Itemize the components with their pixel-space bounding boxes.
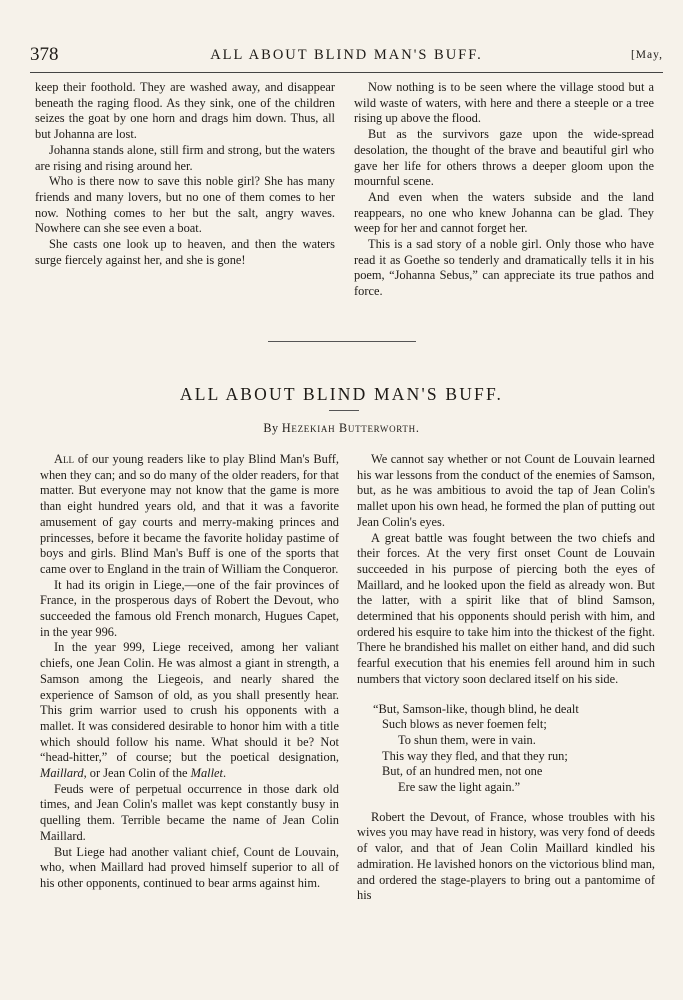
poem-line: To shun them, were in vain. (398, 732, 536, 747)
paragraph: All of our young readers like to play Blind Man's Buff, when they can; and so do many of the older readers, for that matter. But everyone may not know that the game is more than eight hundred years old, and that it was a favorite amusement of gay courts and merry-making princes and princesses, before it became the favorite holiday pastime of boys and girls. Blind Man's Buff is one of the sports that came over to England in the train of William the Conqueror. (40, 452, 339, 576)
byline-prefix: By (263, 421, 282, 435)
paragraph: It had its origin in Liege,—one of the fair provinces of France, in the prosperous days of Robert the Devout, who succeeded the famous old French monarch, Hugues Capet, in the year 996. (40, 577, 339, 639)
running-month: [May, (630, 49, 663, 61)
lead-caps: All (54, 452, 74, 466)
article-right-column (357, 452, 655, 904)
poem-line: Such blows as never foemen felt; (382, 717, 547, 732)
paragraph: But as the survivors gaze upon the wide-spread desolation, the thought of the brave and beautiful girl who gave her life for others throws a deeper gloom upon the mournful scene. (354, 127, 654, 189)
paragraph: Johanna stands alone, still firm and strong, but the waters are rising and rising around her. (35, 142, 335, 173)
paragraph: A great battle was fought between the two chiefs and their forces. At the very first onset Count de Louvain succeeded in his purpose of piercing both the eyes of Maillard, and he looked upon the field as already won. But the latter, with a spirit like that of blind Samson, determined that his opponents should perish with him, and ordered his esquire to take him into the thickest of the fight. There he brandished his mallet on either hand, and did such fearful execution that his enemies fell around him in such numbers that victory soon declared itself on his side. (357, 530, 655, 686)
paragraph: Who is there now to save this noble girl? She has many friends and many lovers, but no one of them comes to her now. Nothing comes to her but the salt, angry waves. Nowhere can she see even a boat. (35, 174, 335, 236)
paragraph: Robert the Devout, of France, whose troubles with his wives you may have read in history, was very fond of deeds of valor, and that of Jean Colin Maillard kindled his admiration. He lavished honors on the victorious blind man, and ordered the stage-players to bring out a pantomime of his (357, 809, 656, 903)
section-separator (268, 341, 416, 342)
running-head (30, 44, 663, 68)
author-name: Hezekiah Butterworth. (281, 421, 420, 435)
paragraph: But Liege had another valiant chief, Count de Louvain, who, when Maillard had proved himself superior to all of his other opponents, continued to bear arms against him. (40, 844, 339, 890)
poem-line: Ere saw the light again.” (398, 780, 521, 795)
poem-line: This way they fled, and that they run; (382, 748, 568, 763)
poem-line: “But, Samson-like, though blind, he dealt (373, 701, 579, 716)
paragraph: In the year 999, Liege received, among her valiant chiefs, one Jean Colin. He was almost a giant in strength, a Samson among the Liegeois, and nearly shared the experience of Samson of old, as you shall presently hear. This grim warrior used to crush his opponents with a mallet. It was considered desirable to honor him with a title which should follow his name. What should it be? Not “head-hitter,” of course; but the poetical designation, Maillard, or Jean Colin of the Mallet. (40, 640, 339, 781)
paragraph: She casts one look up to heaven, and then the waters surge fiercely against her, and she is gone! (35, 237, 335, 267)
header-rule (30, 72, 663, 73)
title-rule (329, 410, 359, 411)
paragraph: This is a sad story of a noble girl. Only those who have read it as Goethe so tenderly and dramatically tells it in his poem, “Johanna Sebus,” can appreciate its true pathos and force. (354, 237, 654, 299)
paragraph: Now nothing is to be seen where the village stood but a wild waste of waters, with here and there a steeple or a tree rising up above the flood. (354, 80, 654, 126)
poem-line: But, of an hundred men, not one (382, 764, 543, 779)
paragraph: We cannot say whether or not Count de Louvain learned his war lessons from the conduct of the enemies of Samson, but, as he was ambitious to avoid the tap of Jean Colin's mallet upon his own head, he formed the plan of putting out Jean Colin's eyes. (357, 452, 655, 529)
page-number: 378 (30, 44, 59, 65)
article-left-column (40, 452, 339, 892)
running-title: ALL ABOUT BLIND MAN'S BUFF. (210, 47, 483, 63)
byline (0, 421, 683, 436)
paragraph: And even when the waters subside and the land reappears, no one who knew Johanna can be glad. They weep for her and cannot forget her. (354, 189, 654, 236)
poem-quote (369, 702, 655, 796)
paragraph: keep their foothold. They are washed away, and disappear beneath the raging flood. As they sink, one of the children seizes the goat by one horn and drags him down. Thus, all but Johanna are lost. (35, 80, 335, 142)
prev-article-right-column (354, 80, 654, 300)
prev-article-left-column (35, 80, 335, 268)
paragraph: Feuds were of perpetual occurrence in those dark old times, and Jean Colin's mallet was kept constantly busy in quelling them. Terrible became the name of Jean Colin Maillard. (40, 781, 339, 843)
article-title: ALL ABOUT BLIND MAN'S BUFF. (179, 384, 504, 404)
